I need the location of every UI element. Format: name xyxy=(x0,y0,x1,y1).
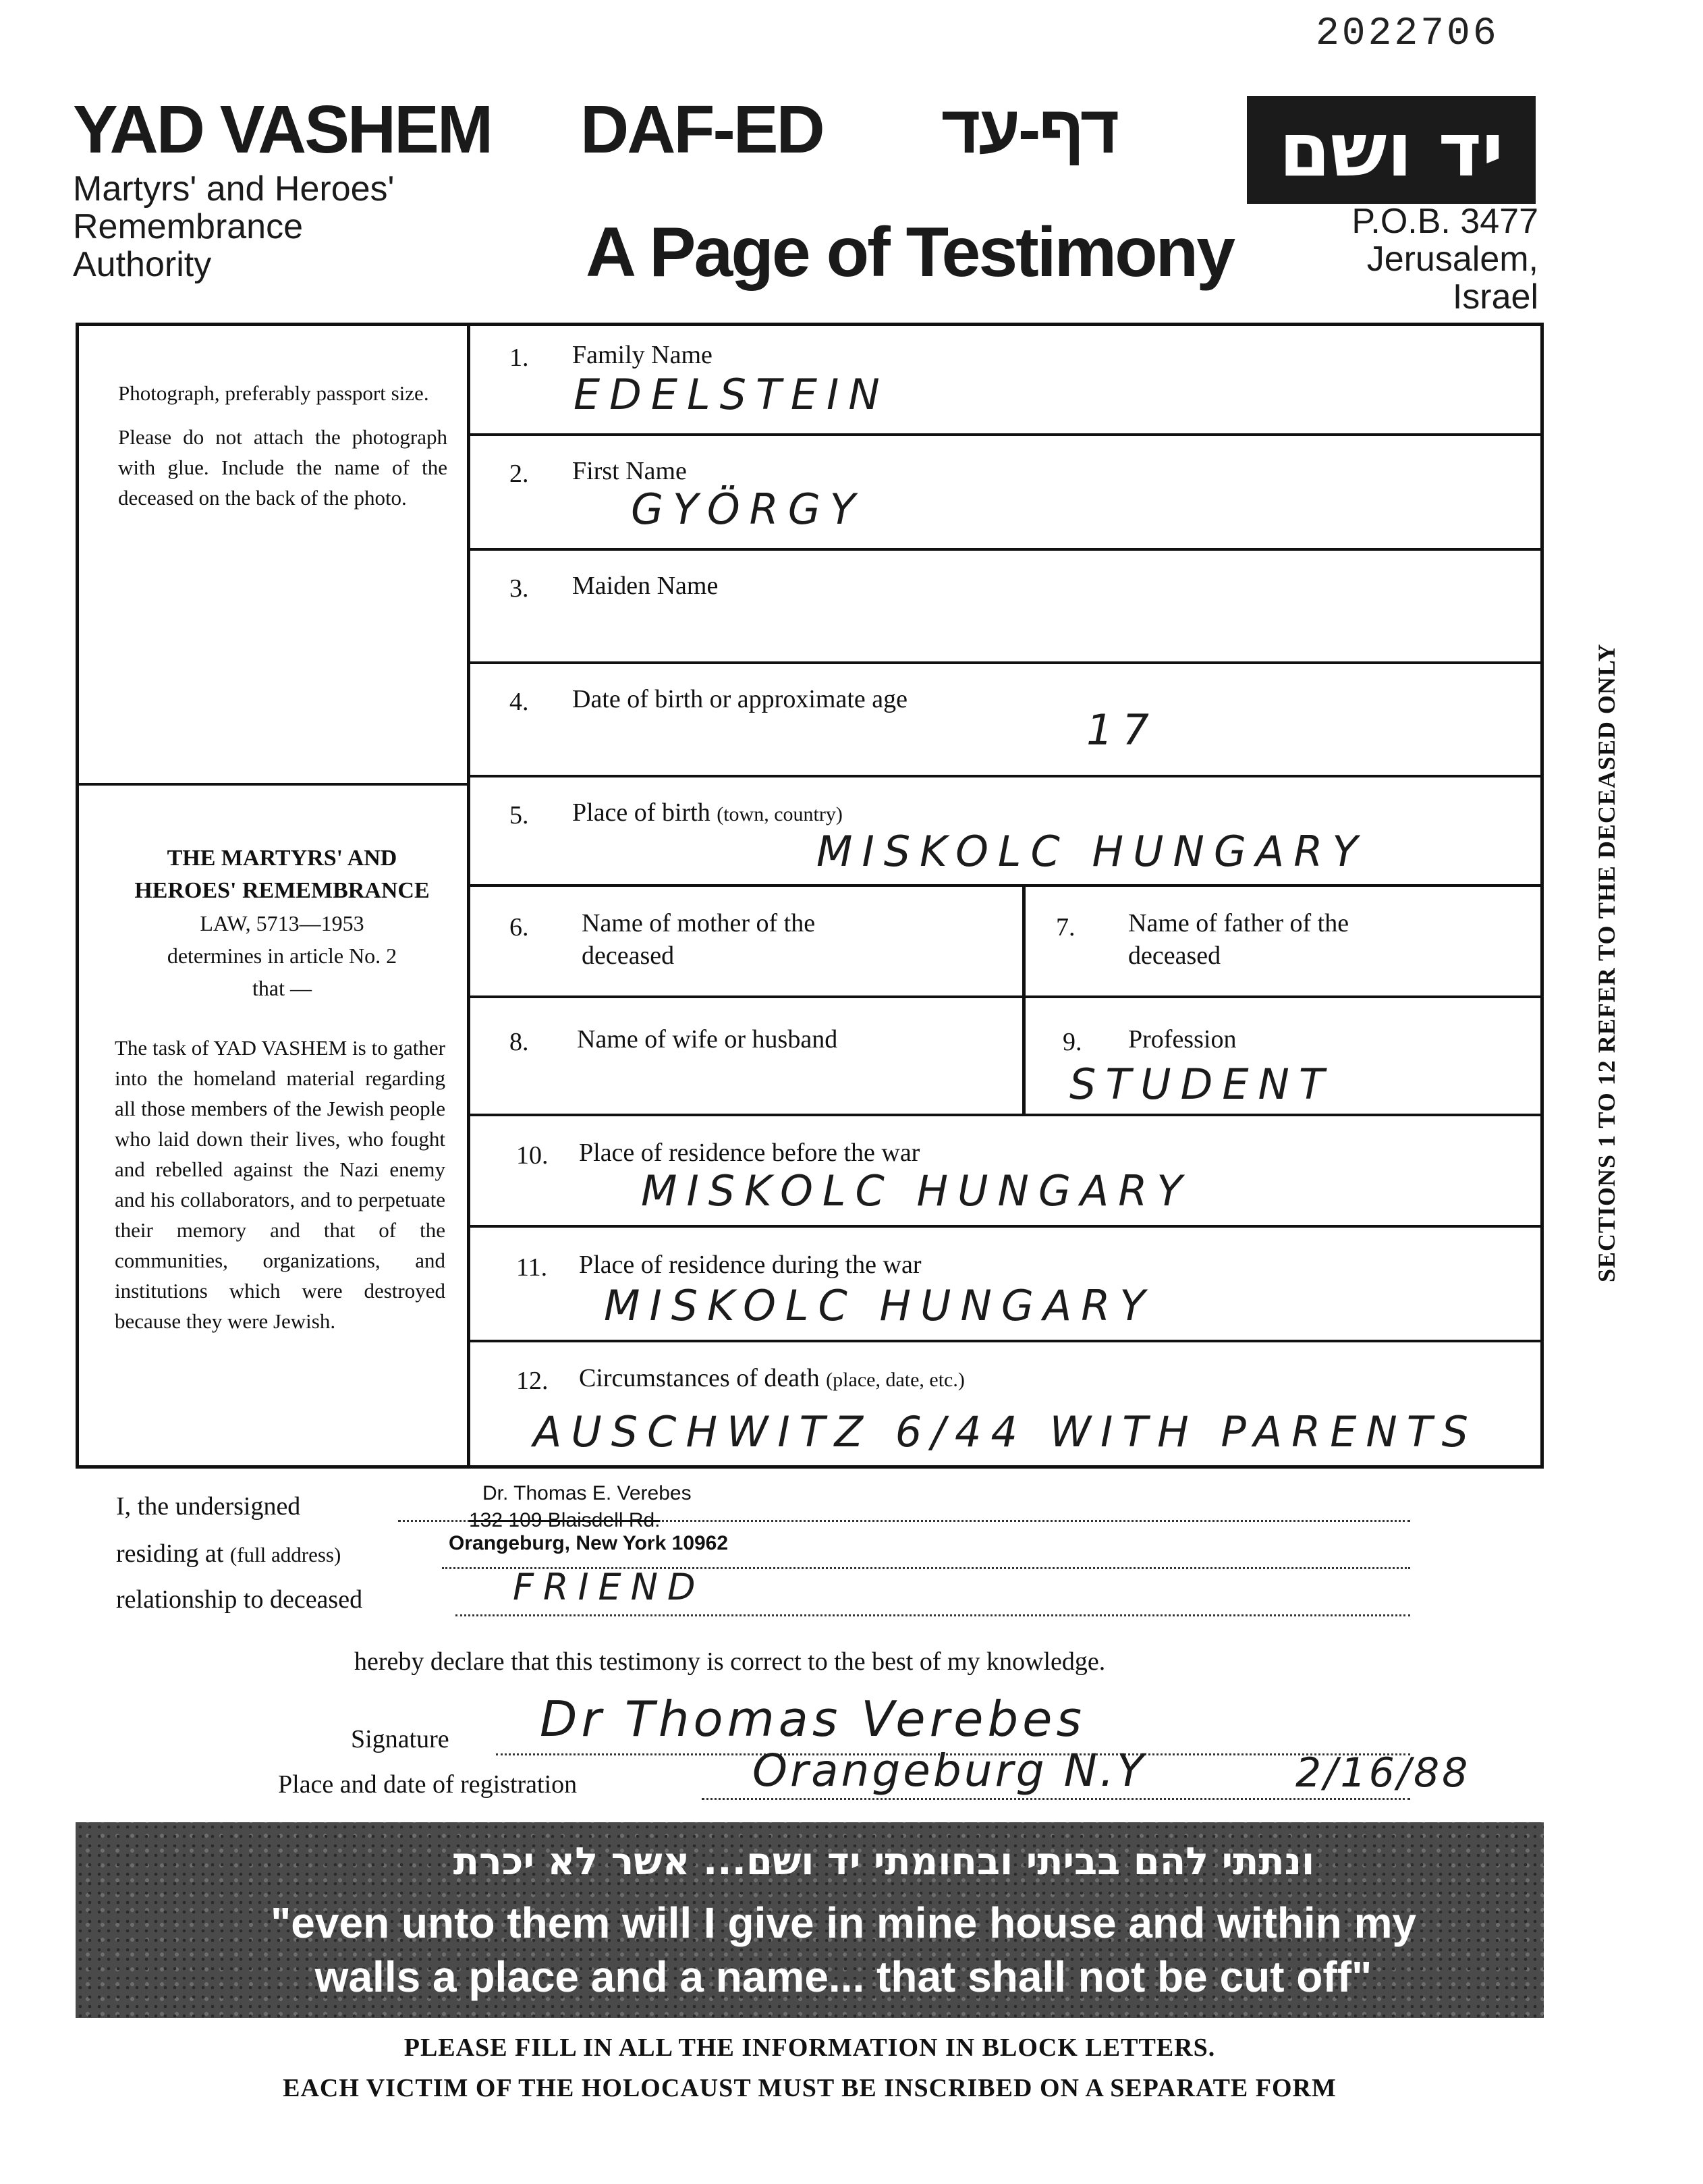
place-date-line xyxy=(702,1798,1410,1800)
row-divider xyxy=(467,661,1544,664)
footer-instruction: PLEASE FILL IN ALL THE INFORMATION IN BLOCK LETTERS. xyxy=(403,2033,1216,2062)
first-name-value[interactable]: GYÖRGY xyxy=(631,485,865,534)
first-name-label: First Name xyxy=(572,457,687,485)
row-divider xyxy=(467,1114,1544,1116)
field-number: 10. xyxy=(516,1141,549,1170)
birthplace-label-text: Place of birth xyxy=(572,798,710,827)
field-number: 12. xyxy=(516,1367,549,1395)
mother-name-label xyxy=(582,907,815,972)
sidebar-separator xyxy=(76,783,467,786)
city: Jerusalem, Israel xyxy=(1366,240,1538,317)
residing-label-text: residing at xyxy=(116,1539,224,1568)
row-divider xyxy=(467,1225,1544,1228)
field-number: 4. xyxy=(509,688,529,716)
death-circumstances-value[interactable]: AUSCHWITZ 6/44 WITH PARENTS xyxy=(533,1407,1478,1456)
sections-note: SECTIONS 1 TO 12 REFER TO THE DECEASED ONLY xyxy=(1593,643,1620,1282)
profession-label: Profession xyxy=(1128,1025,1237,1054)
relationship-value[interactable]: FRIEND xyxy=(513,1566,705,1608)
residing-label xyxy=(116,1539,341,1568)
law-body: The task of YAD VASHEM is to gather into the homeland material regarding all those members of the Jewish people who laid down their lives, who fought and rebelled against the Nazi enemy and his collaborators, and to perpetuate their memory and that of the communities, organizations, and institutions which were destroyed because they were Jewish. xyxy=(115,1036,445,1333)
field-number: 5. xyxy=(509,801,529,829)
row-divider xyxy=(467,1340,1544,1342)
photo-instructions xyxy=(118,378,447,513)
birthplace-label-hint: (town, country) xyxy=(717,803,843,825)
page-title: A Page of Testimony xyxy=(586,213,1234,292)
hebrew-dafed-title: דף-עד xyxy=(941,92,1118,167)
father-name-label xyxy=(1128,907,1349,972)
place-date-label: Place and date of registration xyxy=(278,1770,578,1799)
law-title-line: THE MARTYRS' AND xyxy=(167,846,397,871)
field-number: 8. xyxy=(509,1028,529,1056)
law-title xyxy=(113,842,451,1004)
org-subtitle-line: Remembrance xyxy=(73,207,304,246)
footer-instruction: EACH VICTIM OF THE HOLOCAUST MUST BE INSCRIBED ON A SEPARATE FORM xyxy=(283,2074,1337,2102)
row-divider xyxy=(467,884,1544,887)
residing-label-hint: (full address) xyxy=(229,1543,341,1566)
maiden-name-label: Maiden Name xyxy=(572,572,719,600)
field-number: 6. xyxy=(509,913,529,941)
relationship-line xyxy=(455,1614,1410,1616)
relationship-label: relationship to deceased xyxy=(116,1585,363,1614)
spouse-name-label: Name of wife or husband xyxy=(577,1025,838,1054)
family-name-value[interactable]: EDELSTEIN xyxy=(574,370,889,419)
address-block xyxy=(1322,202,1538,316)
law-title-line: HEROES' REMEMBRANCE xyxy=(134,878,430,903)
death-circumstances-label-text: Circumstances of death xyxy=(579,1364,820,1392)
death-circumstances-label xyxy=(579,1362,965,1396)
row-divider xyxy=(467,433,1544,436)
undersigned-label: I, the undersigned xyxy=(116,1492,301,1521)
law-title-line: LAW, 5713—1953 xyxy=(200,911,364,935)
profession-value[interactable]: STUDENT xyxy=(1069,1060,1334,1109)
banner-english-line: walls a place and a name... that shall not be cut off" xyxy=(314,1953,1372,2001)
address-city[interactable]: Orangeburg, New York 10962 xyxy=(449,1532,729,1554)
mother-name-label-line: deceased xyxy=(582,941,675,970)
father-name-label-line: Name of father of the xyxy=(1128,909,1349,937)
dafed-title: DAF-ED xyxy=(580,92,823,167)
birthplace-label xyxy=(572,796,843,831)
field-number: 2. xyxy=(509,460,529,488)
org-subtitle-line: Authority xyxy=(73,245,212,284)
column-divider xyxy=(1022,884,1026,1114)
death-circumstances-label-hint: (place, date, etc.) xyxy=(826,1369,965,1391)
signature-label: Signature xyxy=(351,1725,449,1753)
yad-vashem-logo xyxy=(1247,96,1536,204)
registration-date[interactable]: 2/16/88 xyxy=(1295,1749,1471,1797)
field-number: 7. xyxy=(1056,913,1076,941)
field-number: 3. xyxy=(509,574,529,603)
residence-before-value[interactable]: MISKOLC HUNGARY xyxy=(641,1166,1192,1216)
org-name: YAD VASHEM xyxy=(73,92,492,167)
row-divider xyxy=(467,548,1544,551)
field-number: 1. xyxy=(509,344,529,372)
field-number: 9. xyxy=(1063,1028,1082,1056)
family-name-label: Family Name xyxy=(572,341,713,369)
org-subtitle-line: Martyrs' and Heroes' xyxy=(73,169,395,209)
birth-date-value[interactable]: 17 xyxy=(1086,705,1158,755)
row-divider xyxy=(467,995,1544,998)
birthplace-value[interactable]: MISKOLC HUNGARY xyxy=(816,827,1368,876)
photo-note-size: Photograph, preferably passport size. xyxy=(118,381,429,405)
pob: P.O.B. 3477 xyxy=(1351,202,1538,241)
registration-place[interactable]: Orangeburg N.Y xyxy=(752,1745,1147,1797)
residence-during-label: Place of residence during the war xyxy=(579,1251,922,1279)
law-title-line: determines in article No. 2 xyxy=(167,944,397,968)
sidebar-divider xyxy=(467,323,470,1469)
undersigned-value[interactable]: Dr. Thomas E. Verebes xyxy=(482,1482,692,1504)
org-subtitle xyxy=(73,170,491,283)
signature[interactable]: Dr Thomas Verebes xyxy=(540,1691,1086,1747)
photo-note-glue: Please do not attach the photograph with glue. Include the name of the deceased on the back of the photo. xyxy=(118,425,447,510)
logo-text: יד ושם xyxy=(1279,107,1504,193)
field-number: 11. xyxy=(516,1253,548,1282)
residence-during-value[interactable]: MISKOLC HUNGARY xyxy=(604,1281,1155,1330)
father-name-label-line: deceased xyxy=(1128,941,1221,970)
declaration-statement: hereby declare that this testimony is correct to the best of my knowledge. xyxy=(354,1647,1106,1676)
address-street[interactable]: 132 109 Blaisdell Rd. xyxy=(469,1509,661,1531)
row-divider xyxy=(467,775,1544,777)
mother-name-label-line: Name of mother of the xyxy=(582,909,816,937)
law-title-line: that — xyxy=(252,976,312,1000)
banner-english-line: "even unto them will I give in mine house and within my xyxy=(270,1899,1417,1947)
banner-hebrew-quote: ונתתי להם בביתי ובחומתי יד ושם... אשר לא יכרת xyxy=(453,1840,1315,1884)
birth-date-label: Date of birth or approximate age xyxy=(572,685,908,713)
document-number: 2022706 xyxy=(1316,12,1499,56)
residence-before-label: Place of residence before the war xyxy=(579,1139,920,1167)
